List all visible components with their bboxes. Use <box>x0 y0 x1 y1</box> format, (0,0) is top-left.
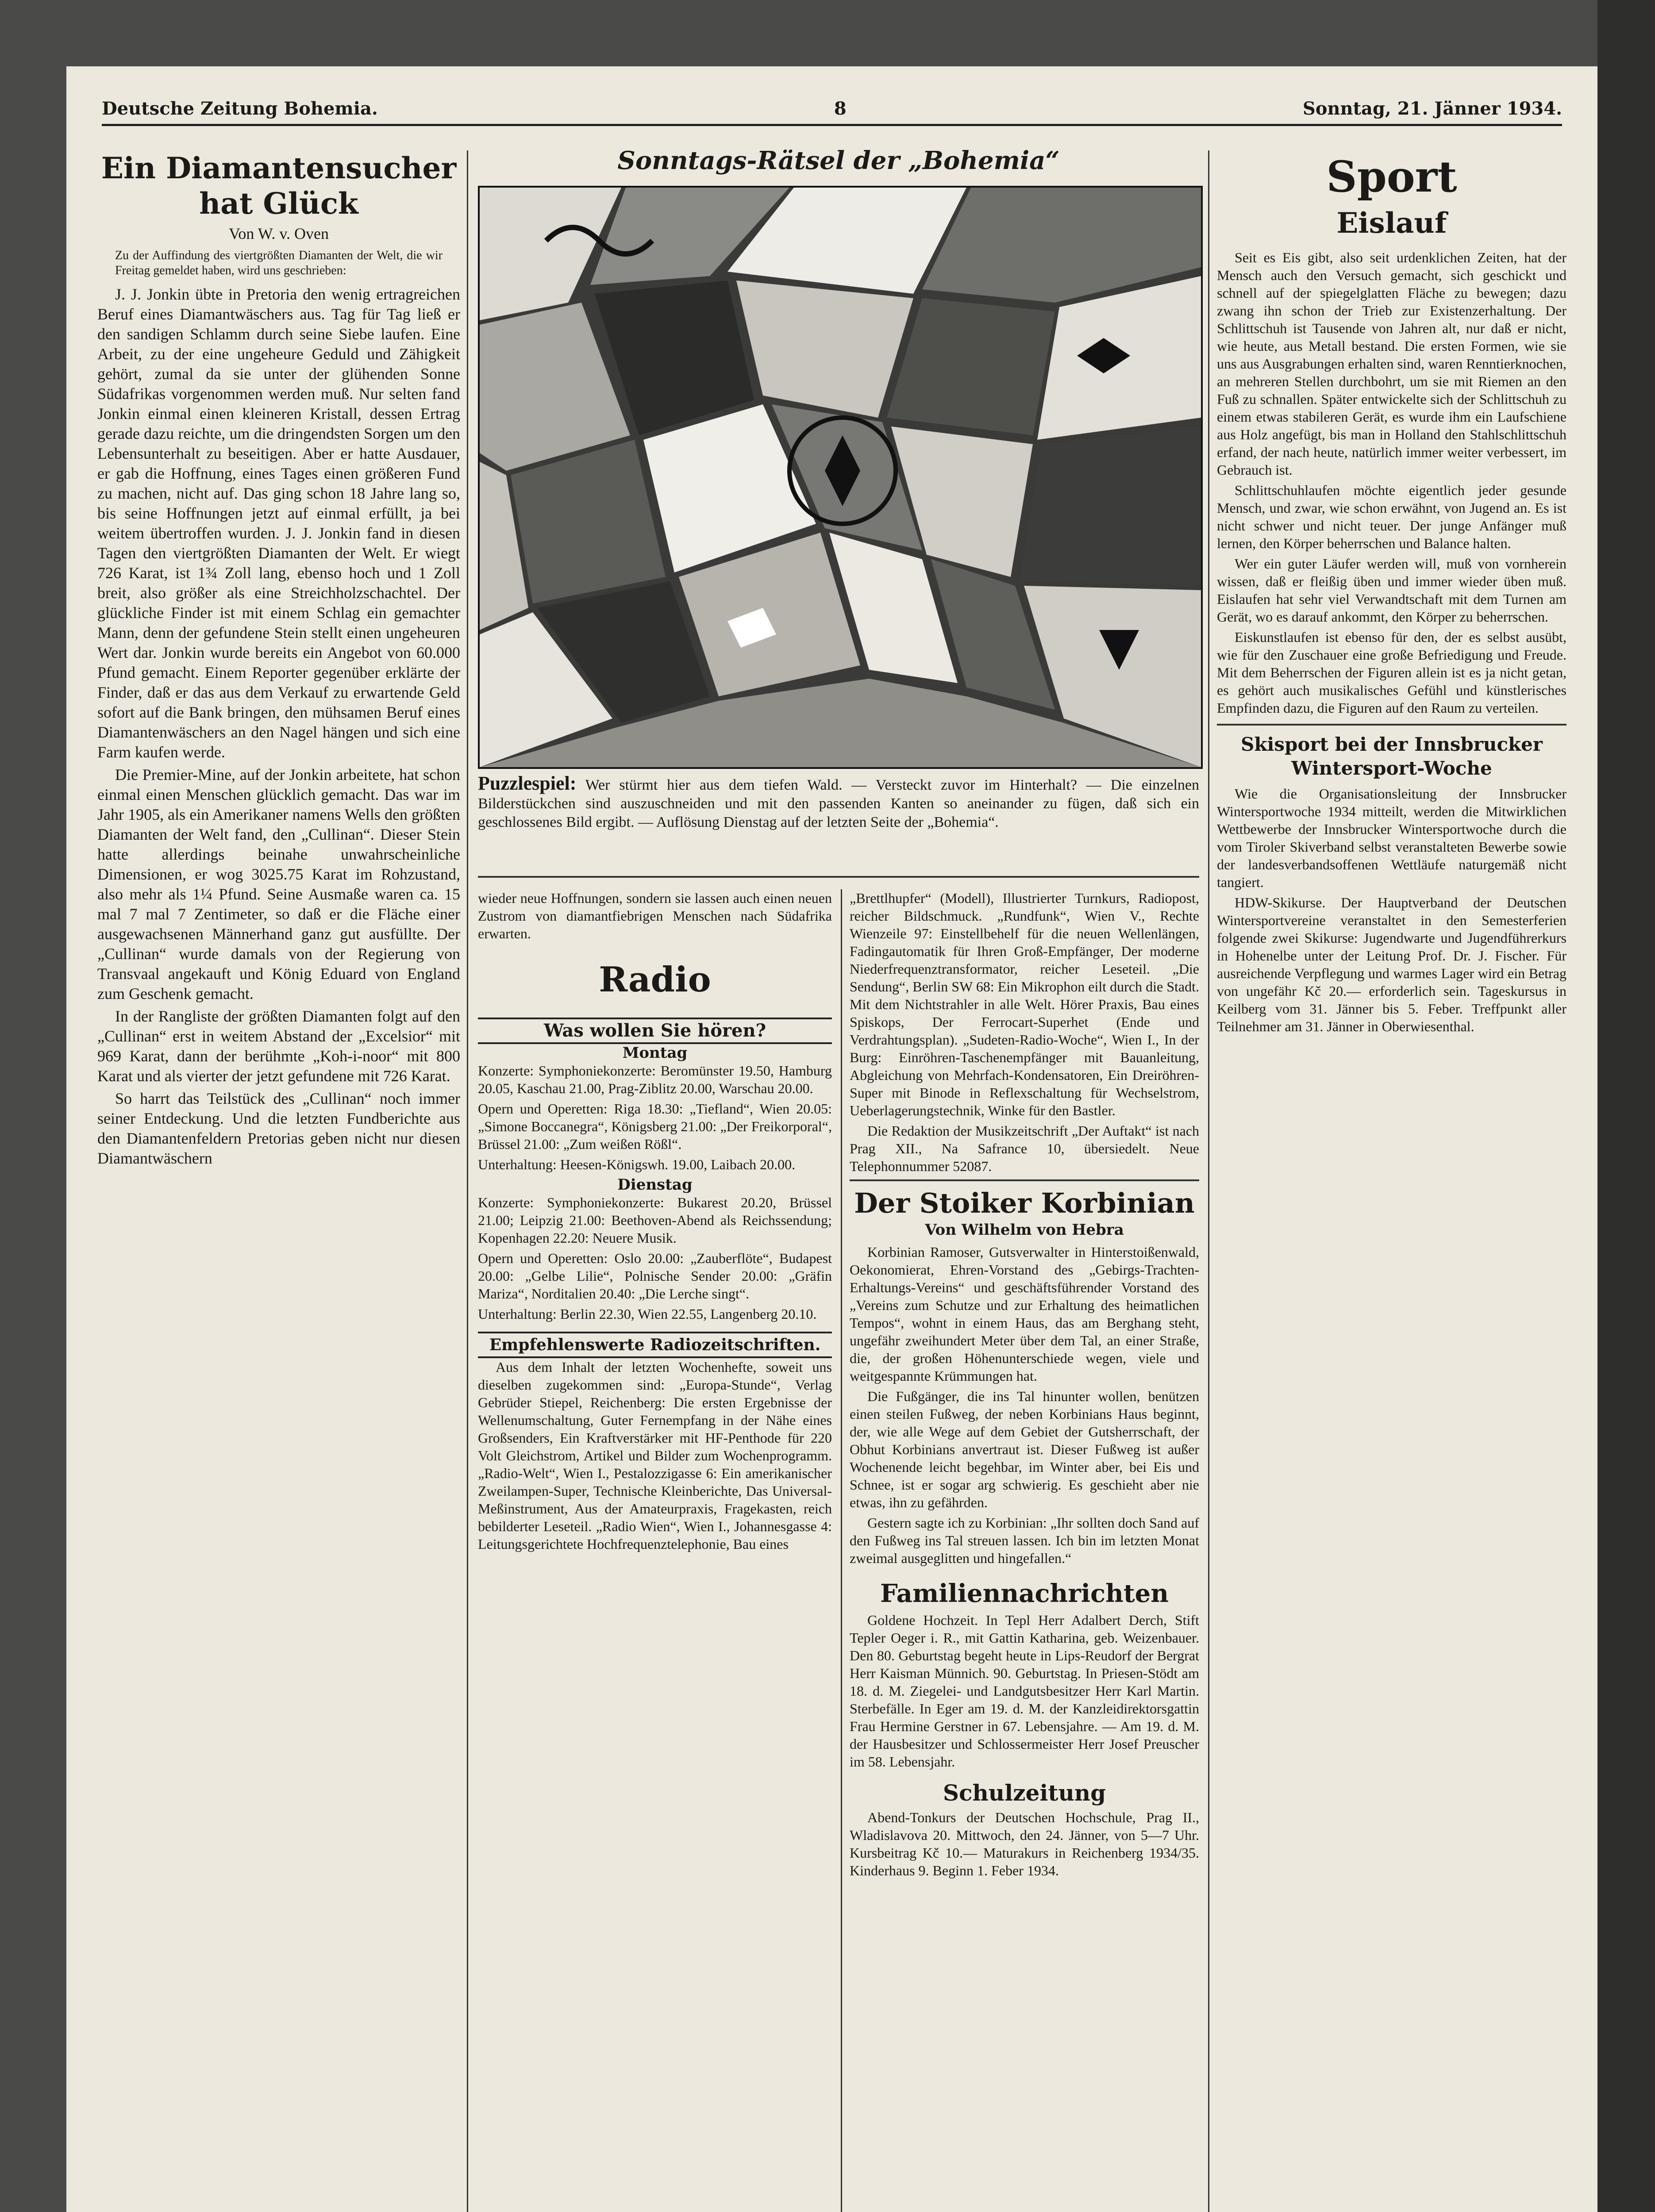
magazines-text: Aus dem Inhalt der letzten Wochenhefte, soweit uns dieselben zugekommen sind: „Europa-Stunde“, Verlag Gebrüder Stiepel, Reichenberg: Die ersten Ergebnisse der Wellenumschaltung, Guter Fernempfang in der Nähe eines Großsenders, Ein Kraftverstärker mit HF-Penthode für 220 Volt Gleichstrom, Artikel und Bilder zum Wochenprogramm. „Radio-Welt“, Wien I., Pestalozzigasse 6: Ein amerikanischer Zweilampen-Super, Technische Kleinberichte, Das Universal-Meßinstrument, Aus der Amateurpraxis, Fragekasten, reich bebilderter Leseteil. „Radio Wien“, Wien I., Johannesgasse 4: Leitungsgerichtete Hochfrequenztelephonie, Bau eines <box>478 1359 832 1552</box>
paper-name: Deutsche Zeitung Bohemia. <box>102 98 378 119</box>
column-divider <box>467 150 468 2212</box>
sport-section <box>1217 150 1566 2212</box>
radio-entry: Konzerte: Symphoniekonzerte: Bukarest 20.20, Brüssel 21.00; Leipzig 21.00: Beethoven-Abend als Reichssendung; Kopenhagen 22.20: Neuere Musik. <box>478 1194 832 1246</box>
sport-paragraph: Schlittschuhlaufen möchte eigentlich jeder gesunde Mensch, und zwar, wie schon erwähnt, von Jugend an. Es ist nicht schwer und nicht teuer. Der junge Anfänger muß lernen, den Körper beherrschen und Balance halten. <box>1217 482 1566 551</box>
newspaper-page <box>66 66 1597 2212</box>
ski-text: HDW-Skikurse. Der Hauptverband der Deutschen Wintersportvereine veranstaltet in den Semesterferien folgende zwei Skikurse: Jugendwarte und Jugendführerkurs in Hohenelbe unter der Leitung Prof. Dr. J. Fischer. Für ausreichende Verpflegung und warmes Lager wird ein Betrag von ungefähr Kč 20.— erforderlich sein. Tageskursus in Keilberg vom 31. Jänner bis 5. Feber. Treffpunkt aller Teilnehmer am 31. Jänner in Oberwiesenthal. <box>1217 895 1566 1034</box>
ski-title: Skisport bei der Innsbrucker Wintersport-Woche <box>1241 733 1543 779</box>
article-paragraph: So harrt das Teilstück des „Cullinan“ noch immer seiner Entdeckung. Und die letzten Fundberichte aus den Diamantenfeldern Pretorias geben nicht nur diesen Diamantwäschern <box>97 1090 460 1167</box>
puzzle-caption <box>478 774 1199 832</box>
radio-day: Dienstag <box>617 1176 693 1194</box>
article-paragraph: Die Premier-Mine, auf der Jonkin arbeitete, hat schon einmal einen Menschen glücklich gemacht. Das war im Jahr 1905, als ein Amerikaner namens Wells den größten Diamanten der Welt fand, den „Cullinan“. Dieser Stein hatte allerdings beinahe unwahrscheinliche Dimensionen, er wog 3025.75 Karat im Rohzustand, also mehr als 1¼ Pfund. Seine Ausmaße waren ca. 15 mal 7 mal 7 Zentimeter, so daß er die Fläche einer ausgewachsenen Männerhand ganz gut ausfüllte. Der „Cullinan“ wurde damals von der Regierung von Transvaal angekauft und König Eduard von England zum Geschenk gemacht. <box>97 766 460 1002</box>
radio-entry: Unterhaltung: Heesen-Königswh. 19.00, Laibach 20.00. <box>478 1156 796 1172</box>
magazines-continuation: „Brettlhupfer“ (Modell), Illustrierter Turnkurs, Radiopost, reicher Bildschmuck. „Rundfunk“, Wien V., Rechte Wienzeile 97: Einstellbehelf für die neuen Wellenlängen, Fadingautomatik für Ihren Groß-Empfänger, Der moderne Niederfrequenztransformator, reicher Leseteil. „Die Sendung“, Berlin SW 68: Ein Mikrophon eilt durch die Stadt. Mit dem Nichtstrahler in alle Welt. Hörer Praxis, Bau eines Spiskops, Der Ferrocart-Superhet (Ende und Verdrahtungsplan). „Sudeten-Radio-Woche“, Wien I., In der Burg: Einröhren-Taschenempfänger mit Bauanleitung, Abgleichung von Mehrfach-Kondensatoren, Ein Dreiröhren-Super mit Binode in Reflexschaltung für Wechselstrom, Ueberlagerungstechnik, Winke für den Bastler. <box>850 890 1199 1118</box>
sport-paragraph: Wer ein guter Läufer werden will, muß von vornherein wissen, daß er fleißig üben und immer wieder üben muß. Eislaufen hat sehr viel Verwandtschaft mit dem Turnen am Gerät, wo es darauf ankommt, den Körper zu beherrschen. <box>1217 556 1566 625</box>
article-intro: Zu der Auffindung des viertgrößten Diamanten der Welt, die wir Freitag gemeldet haben, wird uns geschrieben: <box>115 249 443 277</box>
magazines-title: Empfehlenswerte Radiozeitschriften. <box>478 1332 832 1358</box>
puzzle-caption-text: Wer stürmt hier aus dem tiefen Wald. — Versteckt zuvor im Hinterhalt? — Die einzelnen Bilderstückchen sind auszuschneiden und mit den passenden Kanten so aneinander zu fügen, daß sich ein geschlossenes Bild ergibt. — Auflösung Dienstag auf der letzten Seite der „Bohemia“. <box>478 777 1199 830</box>
story-title: Der Stoiker Korbinian <box>854 1187 1195 1219</box>
sport-title: Sport <box>1326 152 1457 202</box>
article-paragraph: J. J. Jonkin übte in Pretoria den wenig ertragreichen Beruf eines Diamantwäschers aus. Tag für Tag ließ er den sandigen Schlamm durch seine Siebe laufen. Eine Arbeit, zu der eine ungeheure Geduld und Zähigkeit gehört, zumal da sie unter der glühenden Sonne Südafrikas vorgenommen werden muß. Nur selten fand Jonkin einmal einen kleineren Kristall, dessen Ertrag gerade dazu reichte, um die dringendsten Sorgen um den Lebensunterhalt zu beseitigen. Aber er hatte Ausdauer, er gab die Hoffnung, eines Tages einen größeren Fund zu machen, nicht auf. Das ging schon 18 Jahre lang so, bis seine Hoffnungen jetzt auf einmal erfüllt, ja bei weitem übertroffen wurden. J. J. Jonkin fand in diesen Tagen den viertgrößten Diamanten der Welt. Er wiegt 726 Karat, ist 1¾ Zoll lang, ebenso hoch und 1 Zoll breit, also größer als eine Streichholzschachtel. Der glückliche Finder ist mit einem Schlag ein gemachter Mann, denn der gefundene Stein stellt einen ungeheuren Wert dar. Jonkin wurde bereits ein Angebot von 60.000 Pfund gemacht. Einem Reporter gegenüber erklärte der Finder, daß er das aus dem Verkauf zu erwartende Geld sofort auf die Bank bringen, den mühsamen Beruf eines Diamantenwäschers an den Nagel hängen und sich eine Farm kaufen werde. <box>97 285 460 761</box>
radio-entry: Opern und Operetten: Oslo 20.00: „Zauberflöte“, Budapest 20.00: „Gelbe Lilie“, Polnische Sender 20.00: „Gräfin Mariza“, Norditalien 20.40: „Die Lerche singt“. <box>478 1250 832 1302</box>
radio-entry: Opern und Operetten: Riga 18.30: „Tiefland“, Wien 20.05: „Simone Boccanegra“, Königsberg 21.00: „Der Freikorporal“, Brüssel 21.00: „Zum weißen Rößl“. <box>478 1101 832 1152</box>
article-diamond <box>97 150 460 2212</box>
radio-title: Radio <box>599 960 711 1000</box>
article-title-line1: Ein Diamantensucher <box>101 151 457 185</box>
story-byline: Von Wilhelm von Hebra <box>925 1221 1124 1239</box>
puzzle-title: Sonntags-Rätsel der „Bohemia“ <box>617 146 1060 175</box>
page-header <box>102 93 1562 126</box>
school-text: Abend-Tonkurs der Deutschen Hochschule, Prag II., Wladislavova 20. Mittwoch, den 24. Jänner, von 5—7 Uhr. Kursbeitrag Kč 10.— Maturakurs in Reichenberg 1934/35. Kinderhaus 9. Beginn 1. Feber 1934. <box>850 1809 1199 1878</box>
sport-paragraph: Seit es Eis gibt, also seit urdenklichen Zeiten, hat der Mensch auch den Versuch gemacht, sich geschickt und schnell auf der spiegelglatten Fläche zu bewegen; dazu zwang ihn schon der Trieb zur Existenzerhaltung. Der Schlittschuh ist Tausende von Jahren alt, nur daß er nicht, wie heute, aus Metall bestand. Die ersten Formen, wie sie uns aus Ausgrabungen erhalten sind, waren Renntierknochen, an mehreren Stellen durchbohrt, um sie mit Riemen an den Fuß zu schnallen. Später entwickelte sich der Schlittschuh zu einem etwas stabileren Gerät, es wurde ihm ein Laufschiene aus Holz angefügt, bis man in Holland den Stahlschlittschuh erfand, der nach heute, natürlich immer weiter verbessert, im Gebrauch ist. <box>1217 250 1566 478</box>
radio-subtitle: Was wollen Sie hören? <box>478 1018 832 1044</box>
article-paragraph: In der Rangliste der größten Diamanten folgt auf den „Cullinan“ erst in weitem Abstand der „Excelsior“ mit 969 Karat, dann der berühmte „Koh-i-noor“ mit 800 Karat und als vierter der jetzt gefundene mit 726 Karat. <box>97 1007 460 1085</box>
family-title: Familiennachrichten <box>880 1579 1169 1608</box>
puzzle-caption-label: Puzzlespiel: <box>478 772 577 794</box>
divider <box>850 1179 1199 1181</box>
redaktion-note: Die Redaktion der Musikzeitschrift „Der Auftakt“ ist nach Prag XII., Na Safrance 10, übersiedelt. Neue Telephonnummer 52087. <box>850 1123 1199 1174</box>
story-paragraph: Die Fußgänger, die ins Tal hinunter wollen, benützen einen steilen Fußweg, der neben Korbinians Haus beginnt, der, wie alle Wege auf dem Gebiet der Gutsherrschaft, der Obhut Korbinians anvertraut ist. Dieser Fußweg ist außer Wochenende leicht begehbar, im Winter aber, bei Eis und Schnee, ist er sogar arg schwierig. Es geschieht aber nie etwas, ihn zu gefährden. <box>850 1388 1199 1510</box>
issue-date: Sonntag, 21. Jänner 1934. <box>1302 98 1562 119</box>
school-title: Schulzeitung <box>943 1780 1106 1806</box>
article-continuation: wieder neue Hoffnungen, sondern sie lassen auch einen neuen Zustrom von diamantfiebrigen Menschen nach Südafrika erwarten. <box>478 890 832 941</box>
radio-entry: Konzerte: Symphoniekonzerte: Beromünster 19.50, Hamburg 20.05, Kaschau 21.00, Prag-Ziblitz 20.00, Warschau 20.00. <box>478 1063 832 1096</box>
puzzle-pieces-illustration <box>480 188 1201 767</box>
story-paragraph: Gestern sagte ich zu Korbinian: „Ihr sollten doch Sand auf den Fußweg ins Tal streuen lassen. Ich bin im letzten Monat zweimal ausgeglitten und hingefallen.“ <box>850 1515 1199 1566</box>
sport-paragraph: Eiskunstlaufen ist ebenso für den, der es selbst ausübt, wie für den Zuschauer eine große Befriedigung und Freude. Mit dem Beherrschen der Figuren allein ist es ja nicht getan, es gehört auch musikalisches Gefühl und künstlerisches Empfinden dazu, die Figuren auf den Raum zu verteilen. <box>1217 629 1566 716</box>
scan-edge <box>1597 0 1655 2212</box>
puzzle-image <box>478 186 1203 769</box>
family-text: Goldene Hochzeit. In Tepl Herr Adalbert Derch, Stift Tepler Oeger i. R., mit Gattin Katharina, geb. Weizenbauer. Den 80. Geburtstag begeht heute in Lips-Reudorf der Bergrat Herr Kaisman Münnich. 90. Geburtstag. In Priesen-Stödt am 18. d. M. Ziegelei- und Landgutsbesitzer Herr Karl Martin. Sterbefälle. In Eger am 19. d. M. der Kanzleidirektorsgattin Frau Hermine Gerstner in 67. Lebensjahre. — Am 19. d. M. der Hausbesitzer und Schlossermeister Herr Josef Preuscher im 58. Lebensjahr. <box>850 1612 1199 1770</box>
story-section <box>850 889 1199 2212</box>
sport-subtitle: Eislauf <box>1336 207 1447 240</box>
column-divider <box>841 889 842 2212</box>
divider <box>1217 724 1566 726</box>
puzzle-bottom-rule <box>478 876 1199 878</box>
article-byline: Von W. v. Oven <box>228 225 329 242</box>
article-title-line2: hat Glück <box>199 186 358 221</box>
story-paragraph: Korbinian Ramoser, Gutsverwalter in Hinterstoißenwald, Oekonomierat, Ehren-Vorstand des „Gebirgs-Trachten-Erhaltungs-Vereins“ und geschäftsführender Vorstand des „Vereins zum Schutze und zur Erhaltung des heimatlichen Tempos“, wohnt in einem Haus, das am Berghang steht, ungefähr zweihundert Meter über dem Tal, an einer Straße, die, der großen Höhenunterschiede wegen, viele und weitgespannte Krümmungen hat. <box>850 1244 1199 1384</box>
ski-text: Wie die Organisationsleitung der Innsbrucker Wintersportwoche 1934 mitteilt, werden die Mitwirklichen Wettbewerbe der Innsbrucker Wintersportwoche durch die vom Tiroler Skiverband selbst veranstalteten Bewerbe sowie der landesverbandsoffenen Wettläufe naturgemäß nicht tangiert. <box>1217 786 1566 890</box>
column-divider <box>1208 150 1209 2212</box>
radio-entry: Unterhaltung: Berlin 22.30, Wien 22.55, Langenberg 20.10. <box>478 1306 817 1322</box>
page-number: 8 <box>834 98 847 119</box>
radio-day: Montag <box>622 1044 688 1062</box>
radio-section <box>478 889 832 2212</box>
